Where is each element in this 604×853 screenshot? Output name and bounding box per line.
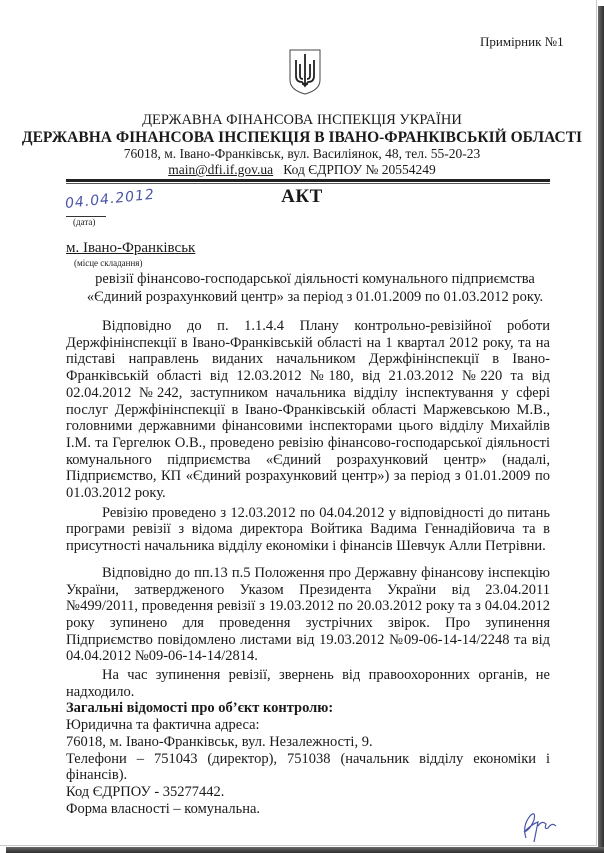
handwritten-date: 04.04.2012 bbox=[64, 186, 156, 212]
paragraph-period: Ревізію проведено з 12.03.2012 по 04.04.2012 у відповідності до питань програми ревізії з відома директора Войтика Вадима Геннадійовича та в присутності начальника відділу економіки і фінансів Шевчук Алли Петрівни. bbox=[66, 504, 550, 555]
header-divider-thick bbox=[66, 179, 550, 182]
address-value: 76018, м. Івано-Франківськ, вул. Незалежності, 9. bbox=[66, 733, 373, 750]
document-title: АКТ bbox=[281, 186, 323, 207]
org-name: ДЕРЖАВНА ФІНАНСОВА ІНСПЕКЦІЯ В ІВАНО-ФРАНКІВСЬКІЙ ОБЛАСТІ bbox=[21, 129, 583, 146]
subject-line-2: «Єдиний розрахунковий центр» за період з 01.01.2009 по 01.03.2012 року. bbox=[86, 289, 544, 305]
org-contacts bbox=[0, 162, 604, 178]
act-subject bbox=[70, 270, 560, 306]
email-link[interactable]: main@dfi.if.gov.ua bbox=[168, 162, 274, 177]
general-info-heading: Загальні відомості про об’єкт контролю: bbox=[66, 700, 334, 717]
trident-coat-of-arms-icon bbox=[288, 48, 322, 96]
page-shadow-bottom bbox=[6, 847, 604, 853]
paragraph-basis: Відповідно до п. 1.1.4.4 Плану контрольно-ревізійної роботи Держфінінспекції в Івано-Франківській області на 1 квартал 2012 року, та на підставі направлень виданих начальником Держфінінспекції в Івано-Франківській області від 12.03.2012 №180, від 21.03.2012 №220 та від 02.04.2012 №242, заступником начальника відділу інспектування у сфері послуг Держфінінспекції в Івано-Франківській області Маржевською М.В., головними державними фінансовими інспекторами цього відділу Михайлів І.М. та Гергелюк О.В., проведено ревізію фінансово-господарської діяльності комунального підприємства «Єдиний розрахунковий центр» (надалі, Підприємство, КП «Єдиний розрахунковий центр») за період з 01.01.2009 по 01.03.2012 року. bbox=[66, 318, 550, 502]
header-divider-thin bbox=[66, 183, 550, 184]
phones: Телефони – 751043 (директор), 751038 (начальник відділу економіки і фінансів). bbox=[66, 750, 550, 784]
place-caption: (місце складання) bbox=[74, 258, 143, 268]
page-shadow-right bbox=[598, 6, 604, 853]
org-parent-name: ДЕРЖАВНА ФІНАНСОВА ІНСПЕКЦІЯ УКРАЇНИ bbox=[142, 112, 462, 128]
ownership-form: Форма власності – комунальна. bbox=[66, 800, 261, 817]
org-edrpou: Код ЄДРПОУ № 20554249 bbox=[283, 162, 436, 177]
place-value: м. Івано-Франківськ bbox=[66, 240, 196, 256]
body-text bbox=[66, 318, 550, 817]
object-edrpou: Код ЄДРПОУ - 35277442. bbox=[66, 783, 225, 800]
paragraph-suspension: Відповідно до пп.13 п.5 Положення про Державну фінансову інспекцію України, затвердженого Указом Президента України від 23.04.2011 №499/2011, проведення ревізії з 19.03.2012 по 20.03.2012 року та з 04.04.2012 року зупинено для проведення зустрічних звірок. Про зупинення Підприємство повідомлено листами від 19.03.2012 №09-06-14-14/2248 та від 04.04.2012 №09-06-14-14/2814. bbox=[66, 564, 550, 665]
handwritten-signature-icon bbox=[518, 808, 568, 844]
org-address: 76018, м. Івано-Франківськ, вул. Василіянок, 48, тел. 55-20-23 bbox=[123, 146, 481, 161]
address-label: Юридична та фактична адреса: bbox=[66, 717, 260, 734]
paragraph-law-enforcement: На час зупинення ревізії, звернень від правоохоронних органів, не надходило. bbox=[66, 667, 550, 700]
date-caption: (дата) bbox=[73, 217, 96, 227]
subject-line-1: ревізії фінансово-господарської діяльності комунального підприємства bbox=[95, 271, 535, 287]
copy-number-label: Примірник №1 bbox=[480, 34, 564, 49]
